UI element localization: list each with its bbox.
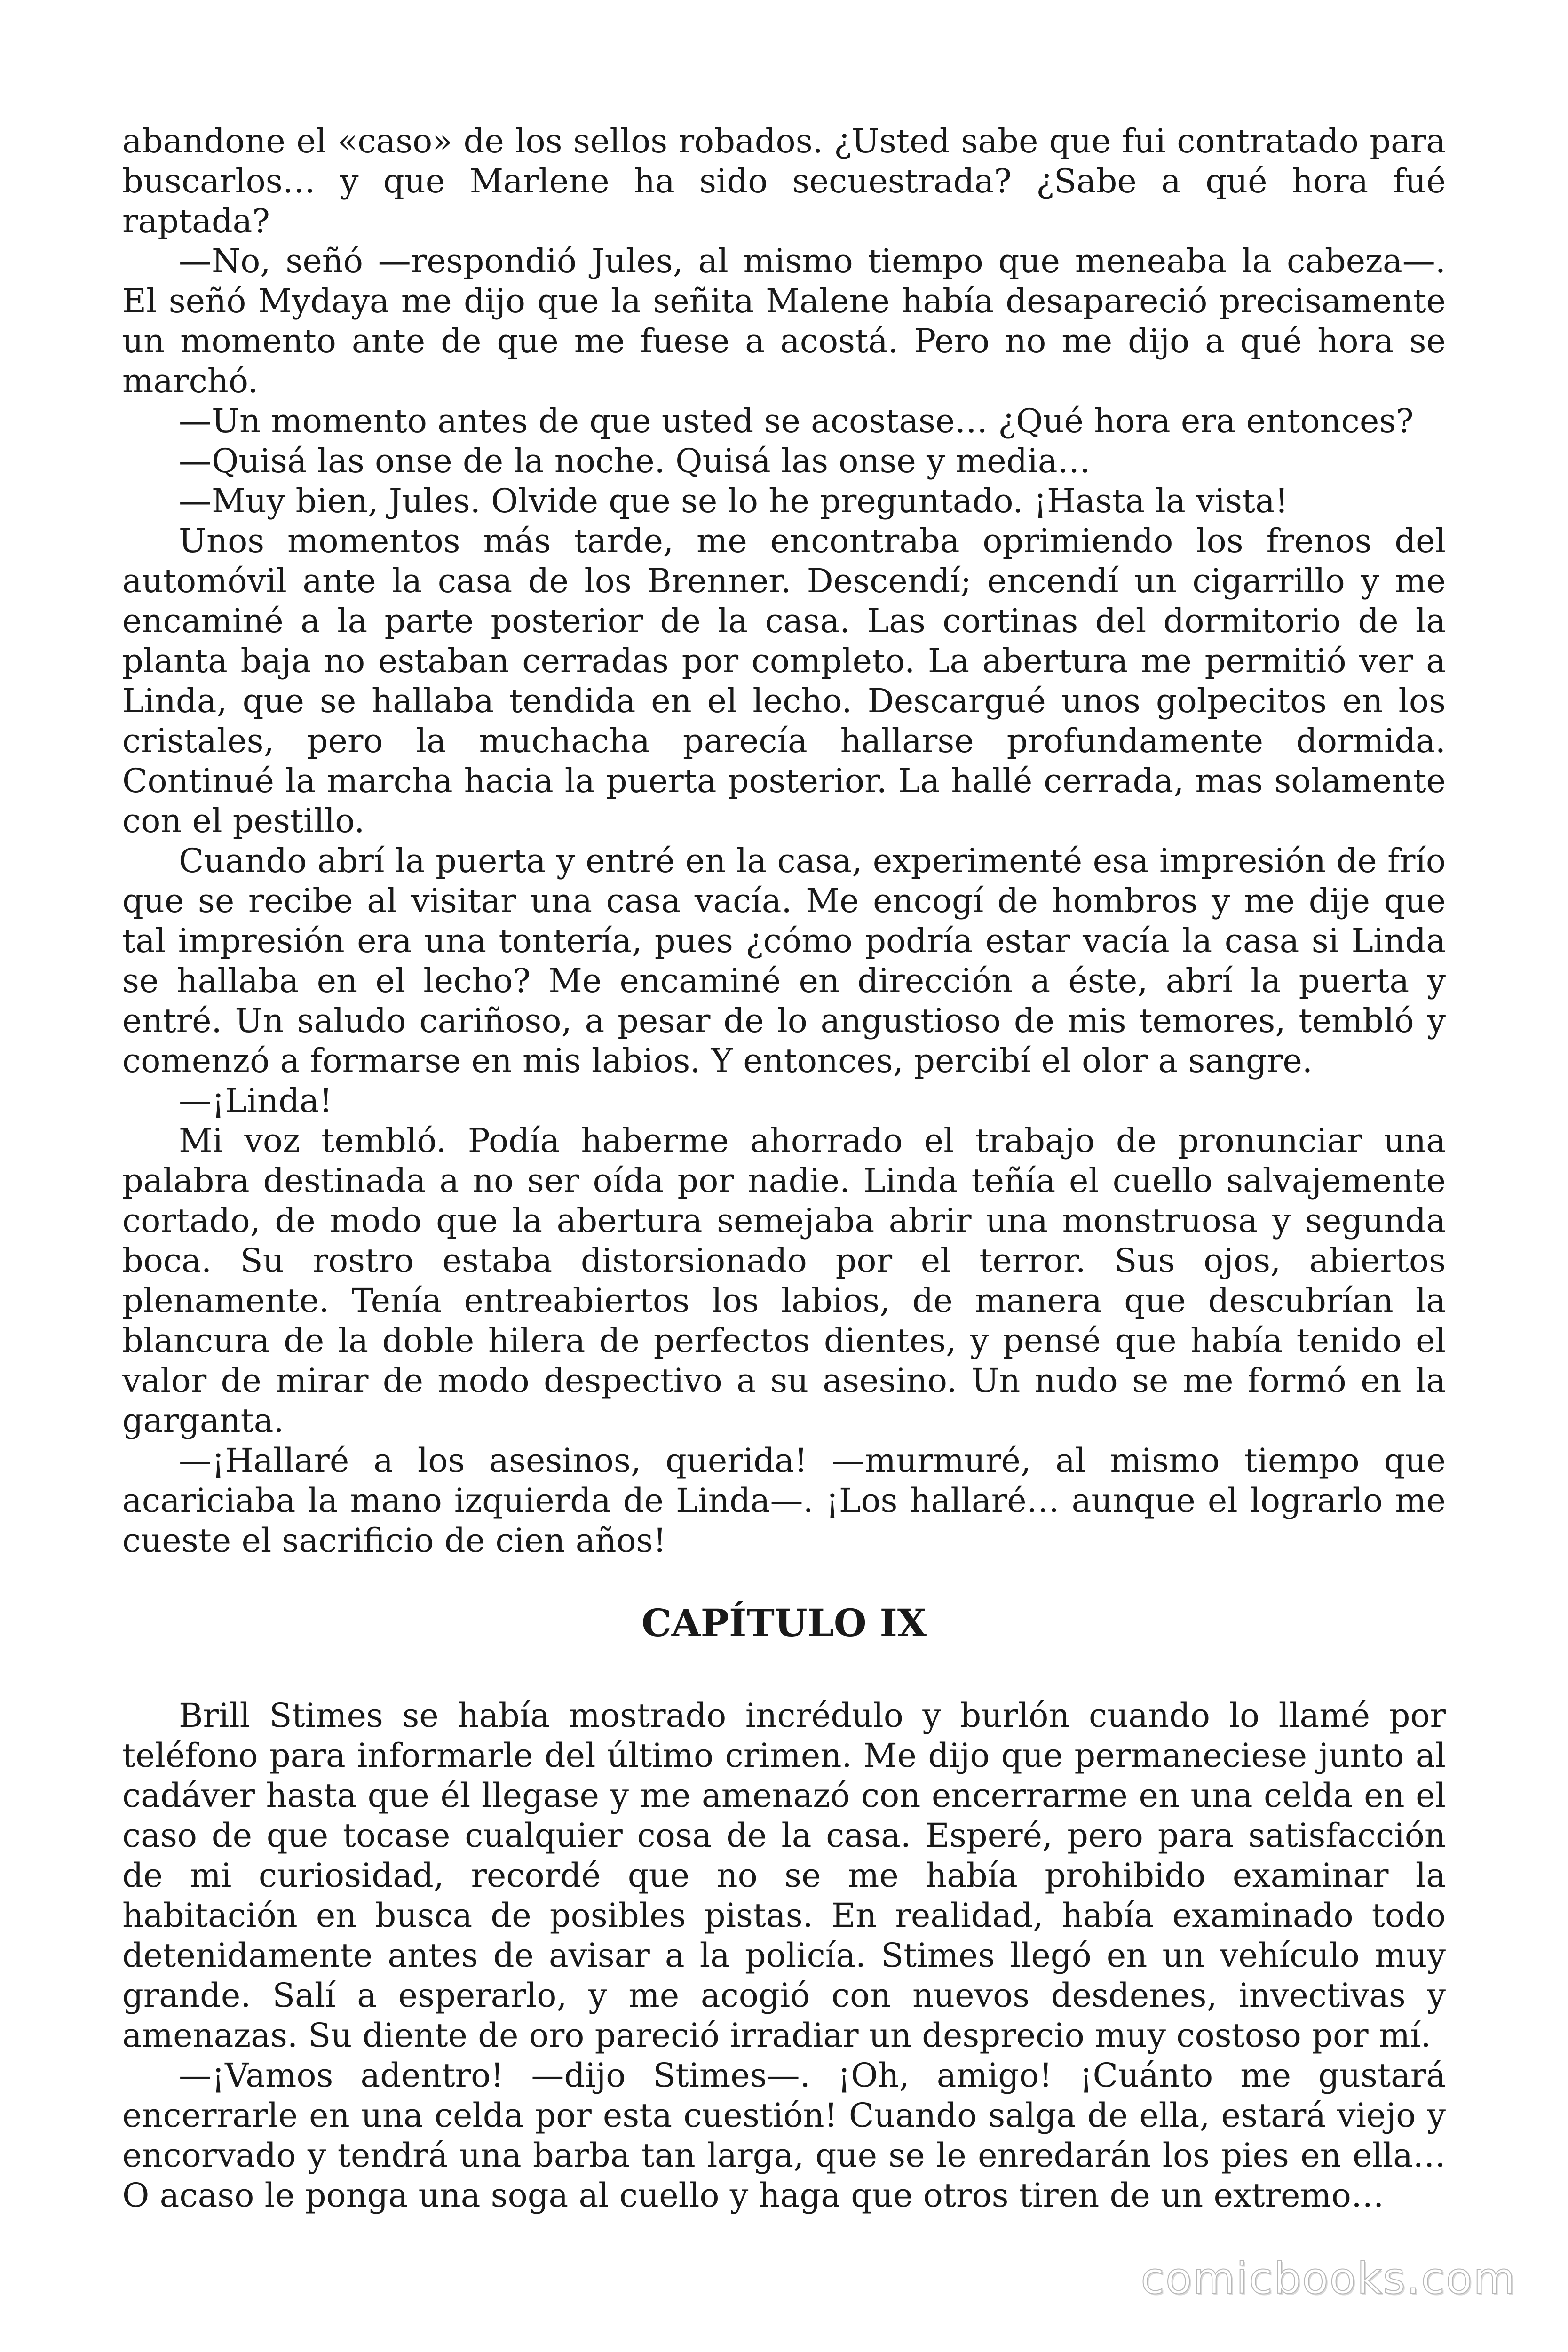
paragraph: —¡Hallaré a los asesinos, querida! —murmuré, al mismo tiempo que acariciaba la mano izquierda de Linda—. ¡Los hallaré… aunque el lograrlo me cueste el sacrificio de cien años!	[122, 1441, 1446, 1560]
paragraph: —Quisá las onse de la noche. Quisá las onse y media…	[179, 442, 1091, 480]
paragraph: Brill Stimes se había mostrado incrédulo y burlón cuando lo llamé por teléfono para informarle del último crimen. Me dijo que permaneciese junto al cadáver hasta que él llegase y me amenazó con encerrarme en una celda en el caso de que tocase cualquier cosa de la casa. Esperé, pero para satisfacción de mi curiosidad, recordé que no se me había prohibido examinar la habitación en busca de posibles pistas. En realidad, había examinado todo detenidamente antes de avisar a la policía. Stimes llegó en un vehículo muy grande. Salí a esperarlo, y me acogió con nuevos desdenes, invectivas y amenazas. Su diente de oro pareció irradiar un desprecio muy costoso por mí.	[122, 1696, 1446, 2055]
paragraph: —¡Vamos adentro! —dijo Stimes—. ¡Oh, amigo! ¡Cuánto me gustará encerrarle en una celda por esta cuestión! Cuando salga de ella, estará viejo y encorvado y tendrá una barba tan larga, que se le enredarán los pies en ella… O acaso le ponga una soga al cuello y haga que otros tiren de un extremo…	[122, 2056, 1446, 2215]
top-text-block	[122, 121, 1446, 1561]
bottom-text-block	[122, 1696, 1446, 2216]
paragraph: —No, señó —respondió Jules, al mismo tiempo que meneaba la cabeza—. El señó Mydaya me dijo que la señita Malene había desapareció precisamente un momento ante de que me fuese a acostá. Pero no me dijo a qué hora se marchó.	[122, 242, 1446, 400]
paragraph: abandone el «caso» de los sellos robados. ¿Usted sabe que fui contratado para buscarlos… y que Marlene ha sido secuestrada? ¿Sabe a qué hora fué raptada?	[122, 122, 1446, 240]
paragraph: —Un momento antes de que usted se acostase… ¿Qué hora era entonces?	[179, 402, 1414, 440]
paragraph: —¡Linda!	[179, 1081, 333, 1120]
chapter-title: CAPÍTULO IX	[641, 1601, 927, 1645]
watermark: comicbooks.com	[1140, 2253, 1516, 2304]
paragraph: Unos momentos más tarde, me encontraba oprimiendo los frenos del automóvil ante la casa de los Brenner. Descendí; encendí un cigarrillo y me encaminé a la parte posterior de la casa. Las cortinas del dormitorio de la planta baja no estaban cerradas por completo. La abertura me permitió ver a Linda, que se hallaba tendida en el lecho. Descargué unos golpecitos en los cristales, pero la muchacha parecía hallarse profundamente dormida. Continué la marcha hacia la puerta posterior. La hallé cerrada, mas solamente con el pestillo.	[122, 522, 1446, 840]
paragraph: Cuando abrí la puerta y entré en la casa, experimenté esa impresión de frío que se recibe al visitar una casa vacía. Me encogí de hombros y me dije que tal impresión era una tontería, pues ¿cómo podría estar vacía la casa si Linda se hallaba en el lecho? Me encaminé en dirección a éste, abrí la puerta y entré. Un saludo cariñoso, a pesar de lo angustioso de mis temores, tembló y comenzó a formarse en mis labios. Y entonces, percibí el olor a sangre.	[122, 842, 1446, 1080]
paragraph: Mi voz tembló. Podía haberme ahorrado el trabajo de pronunciar una palabra destinada a no ser oída por nadie. Linda teñía el cuello salvajemente cortado, de modo que la abertura semejaba abrir una monstruosa y segunda boca. Su rostro estaba distorsionado por el terror. Sus ojos, abiertos plenamente. Tenía entreabiertos los labios, de manera que descubrían la blancura de la doble hilera de perfectos dientes, y pensé que había tenido el valor de mirar de modo despectivo a su asesino. Un nudo se me formó en la garganta.	[122, 1121, 1446, 1440]
paragraph: —Muy bien, Jules. Olvide que se lo he preguntado. ¡Hasta la vista!	[179, 482, 1288, 520]
